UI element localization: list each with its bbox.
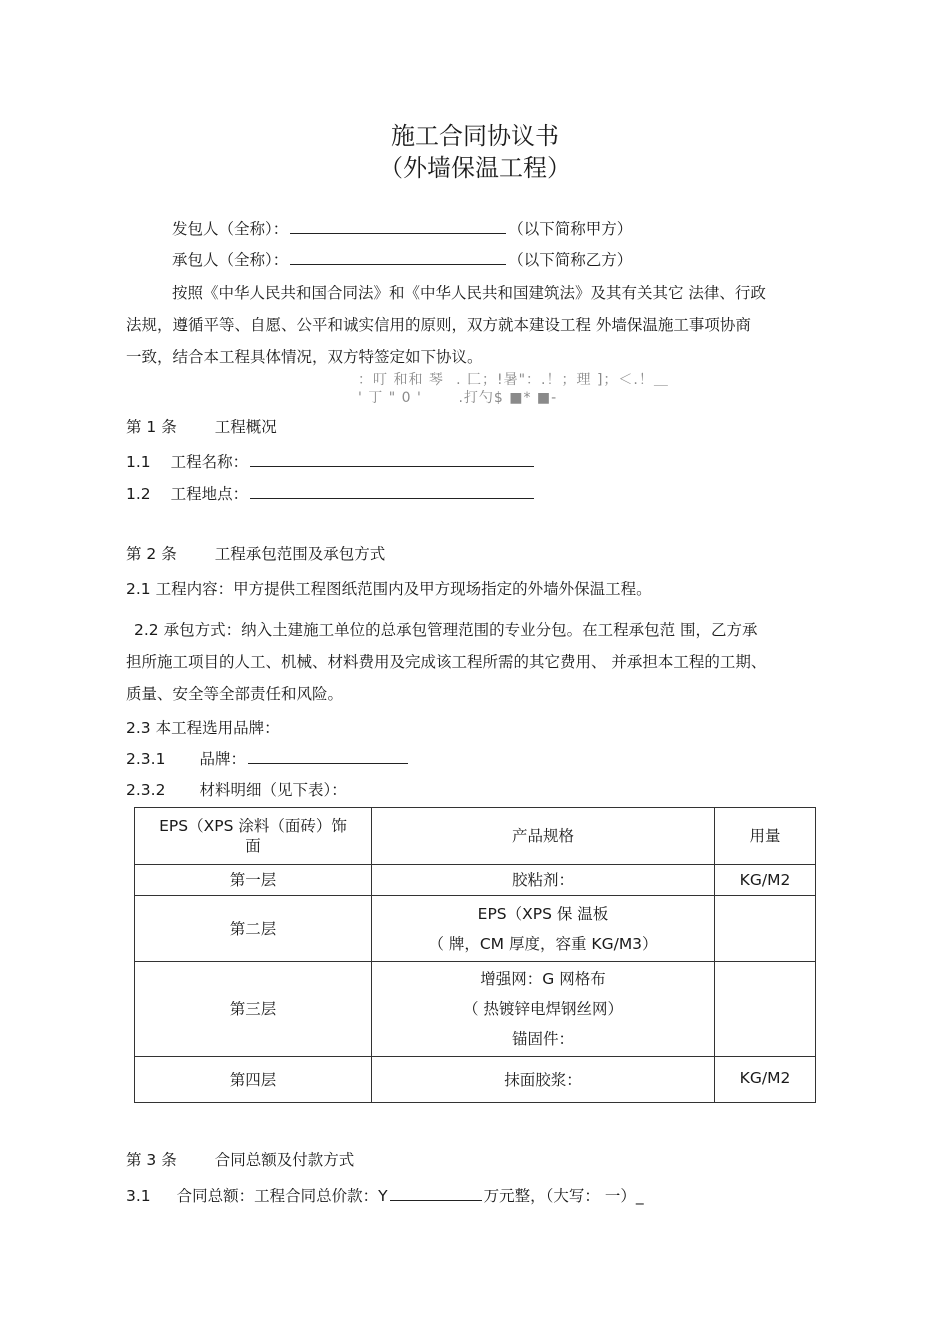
item-2-3-1 xyxy=(126,747,410,769)
document-subtitle: （外墙保温工程） xyxy=(379,154,571,182)
item-2-1: 2.1 工程内容：甲方提供工程图纸范围内及甲方现场指定的外墙外保温工程。 xyxy=(126,580,652,598)
layer-cell: 第一层 xyxy=(135,865,372,896)
spec-cell xyxy=(372,896,715,962)
layer-cell: 第二层 xyxy=(135,896,372,962)
item-1-2 xyxy=(126,482,536,504)
table-row xyxy=(135,1057,816,1103)
item-2-3: 2.3 本工程选用品牌： xyxy=(126,719,280,737)
item-2-3-2-label: 材料明细（见下表）： xyxy=(199,781,347,799)
item-2-3-2-number: 2.3.2 xyxy=(126,781,166,799)
document-title: 施工合同协议书 xyxy=(391,122,559,150)
spec-line: EPS（XPS 保 温板 xyxy=(477,904,609,923)
article-3-number: 第 3 条 xyxy=(126,1151,177,1169)
layer-cell: 第四层 xyxy=(135,1057,372,1103)
table-row xyxy=(135,962,816,1057)
item-1-1-label: 工程名称： xyxy=(170,453,249,471)
contract-amount-blank[interactable] xyxy=(390,1186,482,1201)
item-2-2-line-3: 质量、安全等全部责任和风险。 xyxy=(126,685,344,703)
preamble-line-3: 一致，结合本工程具体情况，双方特签定如下协议。 xyxy=(126,348,483,366)
table-header-row xyxy=(135,808,816,865)
item-3-1-label: 合同总额：工程合同总价款：Y xyxy=(176,1187,388,1205)
article-2-heading xyxy=(126,542,385,564)
material-table xyxy=(134,807,816,1103)
item-3-1 xyxy=(126,1184,644,1206)
spec-line: （ 热镀锌电焊钢丝网） xyxy=(463,1000,623,1018)
project-name-blank[interactable] xyxy=(250,452,534,467)
item-1-1-number: 1.1 xyxy=(126,453,151,471)
item-2-3-1-number: 2.3.1 xyxy=(126,750,166,768)
item-1-2-number: 1.2 xyxy=(126,485,151,503)
spec-cell xyxy=(372,962,715,1057)
table-row xyxy=(135,865,816,896)
article-2-number: 第 2 条 xyxy=(126,545,177,563)
header-layer-cell xyxy=(135,808,372,865)
header-layer-line-2: 面 xyxy=(245,837,261,855)
employer-suffix: （以下简称甲方） xyxy=(508,220,633,238)
usage-cell xyxy=(715,896,816,962)
item-2-2-line-2: 担所施工项目的人工、机械、材料费用及完成该工程所需的其它费用、 并承担本工程的工期、 xyxy=(126,653,767,671)
item-1-2-label: 工程地点： xyxy=(170,485,249,503)
usage-cell: KG/M2 xyxy=(715,1057,816,1103)
spec-line: 锚固件： xyxy=(511,1030,574,1048)
item-3-1-number: 3.1 xyxy=(126,1187,151,1205)
spec-line: （ 牌，CM 厚度，容重 KG/M3） xyxy=(428,934,658,953)
usage-cell xyxy=(715,962,816,1057)
scan-artifact-line-1: ：叮 和和 琴 . 匚；!暑"：.！；理 ]；＜.！＿ xyxy=(358,372,687,388)
project-location-blank[interactable] xyxy=(250,484,534,499)
employer-label: 发包人（全称）： xyxy=(172,220,289,238)
layer-cell: 第三层 xyxy=(135,962,372,1057)
contractor-suffix: （以下简称乙方） xyxy=(508,251,633,269)
item-2-3-2 xyxy=(126,778,347,800)
header-usage-cell: 用量 xyxy=(715,808,816,865)
article-2-title: 工程承包范围及承包方式 xyxy=(214,545,386,563)
preamble-line-1: 按照《中华人民共和国合同法》和《中华人民共和国建筑法》及其有关其它 法律、行政 xyxy=(172,284,766,302)
usage-cell: KG/M2 xyxy=(715,865,816,896)
article-1-title: 工程概况 xyxy=(214,418,277,436)
employer-line xyxy=(172,217,632,239)
employer-name-blank[interactable] xyxy=(290,219,506,234)
spec-cell: 胶粘剂： xyxy=(372,865,715,896)
spec-cell: 抹面胶浆： xyxy=(372,1057,715,1103)
preamble-line-2: 法规，遵循平等、自愿、公平和诚实信用的原则，双方就本建设工程 外墙保温施工事项协商 xyxy=(126,316,751,334)
scan-artifact-line-2: ' 丁 " 0 ' .打勺$ ■* ■- xyxy=(358,390,575,406)
header-spec-cell: 产品规格 xyxy=(372,808,715,865)
item-2-2-line-1: 2.2 承包方式：纳入土建施工单位的总承包管理范围的专业分包。在工程承包范 围，乙方承 xyxy=(134,621,758,639)
contractor-line xyxy=(172,248,632,270)
item-2-3-1-label: 品牌： xyxy=(199,750,246,768)
spec-line: 增强网：G 网格布 xyxy=(480,970,606,988)
brand-blank[interactable] xyxy=(248,749,408,764)
item-1-1 xyxy=(126,450,536,472)
header-layer-line-1: EPS（XPS 涂料（面砖）饰 xyxy=(159,817,347,835)
table-row xyxy=(135,896,816,962)
contractor-label: 承包人（全称）： xyxy=(172,251,289,269)
article-3-title: 合同总额及付款方式 xyxy=(214,1151,355,1169)
article-1-number: 第 1 条 xyxy=(126,418,177,436)
item-3-1-suffix: 万元整，（大写： 一）_ xyxy=(483,1187,644,1205)
contractor-name-blank[interactable] xyxy=(290,250,506,265)
article-3-heading xyxy=(126,1148,354,1170)
article-1-heading xyxy=(126,415,277,437)
